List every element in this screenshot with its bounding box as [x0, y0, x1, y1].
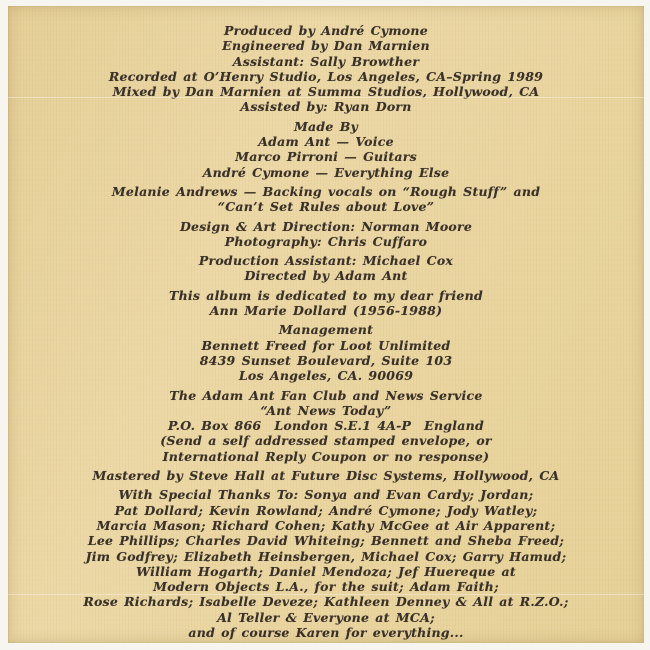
credit-line: Lee Phillips; Charles David Whiteing; Bennett and Sheba Freed; [87, 533, 565, 549]
credit-line: Directed by Adam Ant [244, 268, 408, 284]
credit-line: Assisted by: Ryan Dorn [240, 99, 412, 115]
credit-line: Production Assistant: Michael Cox [198, 253, 454, 269]
credit-line: (Send a self addressed stamped envelope, or [160, 433, 492, 449]
credit-section-dedication [169, 288, 483, 319]
credit-line: Jim Godfrey; Elizabeth Heinsbergen, Michael Cox; Garry Hamud; [85, 548, 567, 564]
credit-line: Management [278, 322, 374, 338]
credit-line: P.O. Box 866 London S.E.1 4A-P England [168, 418, 484, 434]
credit-line: Adam Ant — Voice [258, 134, 394, 150]
credit-line: Assistant: Sally Browther [232, 53, 420, 69]
credit-line: This album is dedicated to my dear friend [169, 287, 483, 303]
credit-line: and of course Karen for everything... [188, 624, 464, 640]
credit-line: “Can’t Set Rules about Love” [217, 199, 435, 215]
credit-section-design-photography [180, 219, 472, 250]
credit-line: With Special Thanks To: Sonya and Evan Cardy; Jordan; [118, 487, 534, 503]
credit-line: Bennett Freed for Loot Unlimited [201, 337, 451, 353]
credit-line: International Reply Coupon or no response) [162, 448, 490, 464]
credit-line: Los Angeles, CA. 90069 [238, 368, 414, 384]
credit-section-management [200, 322, 453, 383]
credit-line: Melanie Andrews — Backing vocals on “Rough Stuff” and [111, 183, 541, 199]
credit-line: Ann Marie Dollard (1956-1988) [209, 303, 443, 319]
credit-line: The Adam Ant Fan Club and News Service [169, 387, 483, 403]
credit-line: Photography: Chris Cuffaro [224, 233, 428, 249]
credit-line: Engineered by Dan Marnien [222, 38, 430, 54]
credit-section-production-assistant [199, 253, 453, 284]
credit-line: Design & Art Direction: Norman Moore [179, 218, 473, 234]
credit-section-fan-club [160, 388, 492, 464]
credit-line: Made By [293, 118, 359, 134]
credit-line: Pat Dollard; Kevin Rowland; André Cymone; Jody Watley; [114, 502, 538, 518]
credit-line: André Cymone — Everything Else [202, 164, 450, 180]
credit-line: 8439 Sunset Boulevard, Suite 103 [199, 352, 453, 368]
liner-notes-page [8, 6, 644, 643]
credit-line: Rose Richards; Isabelle Deveze; Kathleen Denney & All at R.Z.O.; [83, 594, 569, 610]
credit-section-special-thanks [83, 487, 568, 640]
credit-section-backing-vocals [112, 184, 540, 215]
credit-line: Al Teller & Everyone at MCA; [217, 609, 435, 625]
credit-section-made-by [203, 119, 450, 180]
credit-section-mastering [92, 468, 559, 483]
credit-line: Produced by André Cymone [224, 23, 428, 38]
credit-line: Recorded at O’Henry Studio, Los Angeles, CA–Spring 1989 [108, 68, 544, 84]
credit-line: William Hogarth; Daniel Mendoza; Jef Huereque at [136, 563, 516, 579]
credit-section-production-credits [109, 23, 543, 115]
credit-line: Marco Pirroni — Guitars [235, 149, 417, 165]
credit-line: Marcia Mason; Richard Cohen; Kathy McGee at Air Apparent; [96, 517, 556, 533]
credit-line: Modern Objects L.A., for the suit; Adam Faith; [153, 579, 499, 595]
credit-line: “Ant News Today” [260, 402, 392, 418]
credit-line: Mastered by Steve Hall at Future Disc Systems, Hollywood, CA [92, 468, 560, 484]
credit-line: Mixed by Dan Marnien at Summa Studios, Hollywood, CA [112, 84, 540, 100]
